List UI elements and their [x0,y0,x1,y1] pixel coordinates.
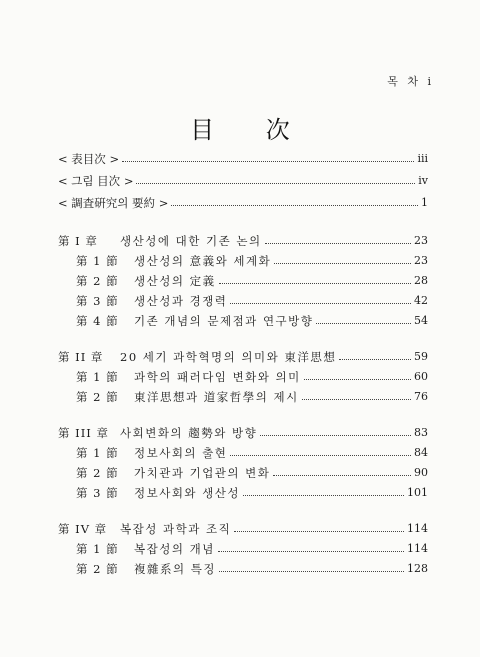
toc-page-number: iv [418,174,428,187]
toc-section-1-1[interactable] [76,252,428,268]
toc-page-number: 1 [421,196,428,209]
dot-leader [274,263,411,264]
toc-page-number: 76 [414,390,428,403]
section-title: 정보사회의 출현 [134,446,228,460]
toc-page-number: 114 [407,542,428,555]
dot-leader [230,303,411,304]
toc-page-number: 83 [414,426,428,439]
toc-section-2-1[interactable] [76,368,428,384]
chapter-title: 사회변화의 趨勢와 방향 [120,426,258,440]
section-title: 생산성의 定義 [134,274,216,288]
toc-entry-label: < 表目次 > [58,152,120,166]
section-label: 第 2 節 [76,274,119,288]
toc-page-number: 84 [414,446,428,459]
section-title: 가치관과 기업관의 변화 [134,466,271,480]
toc-section-1-4[interactable] [76,312,428,328]
toc-page-number: 42 [414,294,428,307]
section-label: 第 3 節 [76,486,119,500]
dot-leader [316,323,411,324]
toc-section-2-2[interactable] [76,388,428,404]
section-label: 第 1 節 [76,254,119,268]
dot-leader [219,283,411,284]
toc-section-1-3[interactable] [76,292,428,308]
toc-page-number: 23 [414,254,428,267]
toc-page-number: 60 [414,370,428,383]
chapter-title: 복잡성 과학과 조직 [120,522,232,536]
toc-chapter-2[interactable] [58,348,428,364]
dot-leader [265,243,411,244]
toc-page-number: 114 [407,522,428,535]
dot-leader [260,435,411,436]
section-title: 複雜系의 특징 [134,562,216,576]
toc-page-number: 28 [414,274,428,287]
dot-leader [171,205,418,206]
section-title: 생산성의 意義와 세계화 [134,254,272,268]
section-title: 기존 개념의 문제점과 연구방향 [134,314,314,328]
toc-section-3-3[interactable] [76,484,428,500]
dot-leader [122,161,414,162]
section-label: 第 1 節 [76,446,119,460]
toc-section-4-1[interactable] [76,540,428,556]
toc-page-number: 90 [414,466,428,479]
toc-page-number: 54 [414,314,428,327]
toc-page-number: 23 [414,234,428,247]
dot-leader [302,399,411,400]
toc-entry-label: < 그림 目次 > [58,174,134,188]
dot-leader [304,379,411,380]
section-title: 생산성과 경쟁력 [134,294,228,308]
dot-leader [243,495,404,496]
chapter-label: 第 III 章 [58,426,109,440]
running-head: 목 차 i [387,75,434,88]
chapter-title: 20 세기 과학혁명의 의미와 東洋思想 [120,350,337,364]
section-label: 第 3 節 [76,294,119,308]
toc-section-1-2[interactable] [76,272,428,288]
chapter-title: 생산성에 대한 기존 논의 [120,234,262,248]
chapter-label: 第 I 章 [58,234,98,248]
section-title: 과학의 패러다임 변화와 의미 [134,370,301,384]
section-label: 第 4 節 [76,314,119,328]
section-title: 복잡성의 개념 [134,542,215,556]
section-label: 第 1 節 [76,370,119,384]
section-label: 第 2 節 [76,562,119,576]
dot-leader [219,571,404,572]
toc-section-4-2[interactable] [76,560,428,576]
dot-leader [218,551,404,552]
toc-chapter-3[interactable] [58,424,428,440]
toc-chapter-1[interactable] [58,232,428,248]
section-title: 정보사회와 생산성 [134,486,241,500]
toc-chapter-4[interactable] [58,520,428,536]
dot-leader [339,359,411,360]
section-label: 第 1 節 [76,542,119,556]
dot-leader [230,455,411,456]
toc-page-number: 128 [407,562,428,575]
toc-entry-front-tables[interactable] [58,150,428,166]
toc-entry-front-figures[interactable] [58,172,428,188]
section-label: 第 2 節 [76,466,119,480]
section-label: 第 2 節 [76,390,119,404]
chapter-label: 第 IV 章 [58,522,108,536]
toc-page-number: iii [417,152,428,165]
toc-section-3-2[interactable] [76,464,428,480]
section-title: 東洋思想과 道家哲學의 제시 [134,390,299,404]
chapter-label: 第 II 章 [58,350,104,364]
dot-leader [273,475,411,476]
toc-page-number: 101 [407,486,428,499]
toc-entry-front-summary[interactable] [58,194,428,210]
dot-leader [234,531,404,532]
page-title: 目 次 [190,116,312,144]
toc-page-number: 59 [414,350,428,363]
dot-leader [136,183,415,184]
toc-entry-label: < 調査硏究의 要約 > [58,196,169,210]
toc-section-3-1[interactable] [76,444,428,460]
